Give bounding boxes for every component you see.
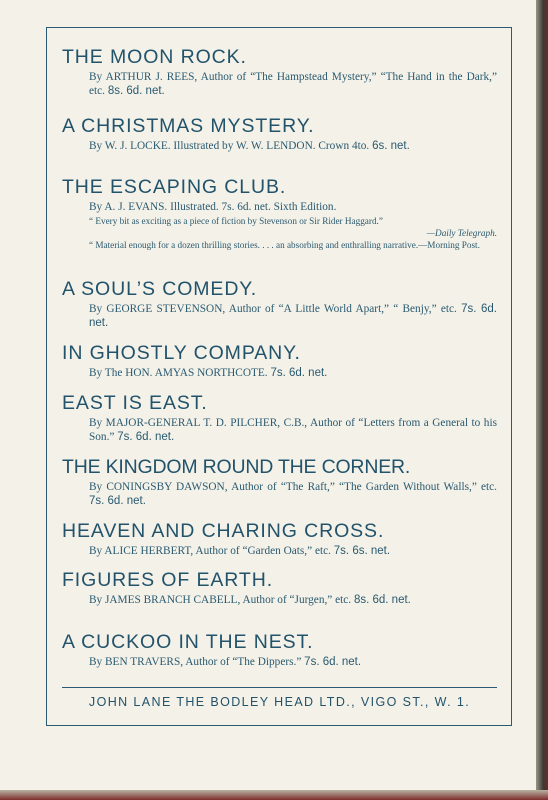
- book-author-info: By BEN TRAVERS, Author of “The Dippers.”: [89, 656, 302, 668]
- book-entry: [62, 520, 497, 558]
- book-title: A SOUL’S COMEDY.: [62, 278, 258, 300]
- book-entry: [62, 569, 497, 607]
- book-price: 7s. 6d. net.: [304, 656, 362, 668]
- book-title: THE KINGDOM ROUND THE CORNER.: [62, 456, 411, 478]
- book-price: 6s. net.: [372, 140, 410, 152]
- book-author-info: By CONINGSBY DAWSON, Author of “The Raft,” “The Garden Without Walls,” etc.: [89, 481, 497, 493]
- book-price: 7s. 6d. net.: [117, 431, 175, 443]
- book-price: 7s. 6d. net.: [89, 303, 497, 329]
- book-description: [89, 302, 497, 330]
- book-title: A CUCKOO IN THE NEST.: [62, 631, 314, 653]
- book-description: [89, 139, 497, 153]
- jacket-edge-bottom: [0, 790, 548, 800]
- book-price: 7s. 6d. net.: [270, 367, 328, 379]
- book-entry: [62, 176, 497, 252]
- advertisement-frame: [46, 27, 512, 726]
- book-author-info: By ALICE HERBERT, Author of “Garden Oats,” etc.: [89, 545, 331, 557]
- book-title: A CHRISTMAS MYSTERY.: [62, 115, 315, 137]
- review-quote: “ Material enough for a dozen thrilling stories. . . . an absorbing and enthralling narrative.—Morning Post.: [89, 240, 480, 250]
- book-price: 7s. 6s. net.: [333, 545, 391, 557]
- book-author-info: By A. J. EVANS. Illustrated. 7s. 6d. net. Sixth Edition.: [89, 201, 337, 213]
- book-title: IN GHOSTLY COMPANY.: [62, 342, 301, 364]
- book-description: [89, 593, 497, 607]
- review-source: —Daily Telegraph.: [426, 227, 497, 238]
- book-price: 7s. 6d. net.: [89, 495, 146, 507]
- book-title: EAST IS EAST.: [62, 392, 208, 414]
- book-entry: [62, 631, 497, 669]
- book-description: [89, 544, 497, 558]
- book-price: 8s. 6d. net.: [107, 85, 165, 97]
- book-entry: [62, 278, 497, 330]
- book-entry: [62, 456, 497, 508]
- book-description: [89, 655, 497, 669]
- book-title: THE ESCAPING CLUB.: [62, 176, 287, 198]
- footer-divider: [62, 687, 497, 688]
- book-entry: [62, 46, 497, 98]
- book-description: [89, 70, 497, 98]
- book-author-info: By GEORGE STEVENSON, Author of “A Little World Apart,” “ Benjy,” etc.: [89, 303, 457, 315]
- book-description: [89, 480, 497, 508]
- book-author-info: By JAMES BRANCH CABELL, Author of “Jurgen,” etc.: [89, 594, 352, 606]
- book-title: FIGURES OF EARTH.: [62, 569, 274, 591]
- book-price: 8s. 6d. net.: [353, 594, 411, 606]
- jacket-edge-right: [536, 0, 548, 800]
- review-quote: “ Every bit as exciting as a piece of fiction by Stevenson or Sir Rider Haggard.”: [89, 216, 383, 226]
- book-entry: [62, 342, 497, 380]
- book-author-info: By ARTHUR J. REES, Author of “The Hampstead Mystery,” “The Hand in the Dark,” etc.: [89, 71, 497, 97]
- book-entry: [62, 392, 497, 444]
- book-title: HEAVEN AND CHARING CROSS.: [62, 520, 385, 542]
- book-author-info: By W. J. LOCKE. Illustrated by W. W. LENDON. Crown 4to.: [89, 140, 370, 152]
- book-description: [89, 200, 497, 214]
- book-description: [89, 366, 497, 380]
- book-description: [89, 416, 497, 444]
- publisher-imprint: JOHN LANE THE BODLEY HEAD LTD., VIGO ST., W. 1.: [88, 695, 471, 709]
- book-author-info: By The HON. AMYAS NORTHCOTE.: [89, 367, 268, 379]
- book-title: THE MOON ROCK.: [62, 46, 247, 68]
- book-entry: [62, 115, 497, 153]
- book-author-info: By MAJOR-GENERAL T. D. PILCHER, C.B., Author of “Letters from a General to his Son.”: [89, 417, 497, 443]
